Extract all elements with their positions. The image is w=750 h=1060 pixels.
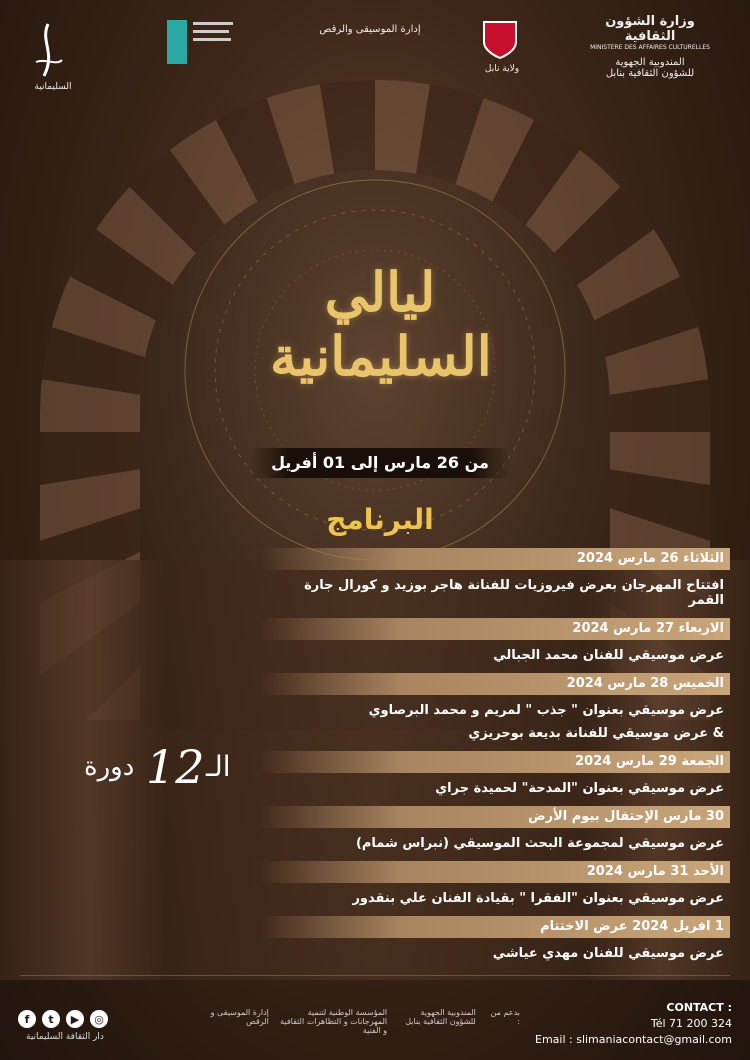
nabeul-shield-icon [482,20,518,60]
program-heading: البرنامج [326,503,434,536]
sponsor-item: المندوبية الجهوية للشؤون الثقافية بنابل [405,1008,476,1026]
ministry-sub2: للشؤون الثقافية بنابل [605,68,695,79]
ministry-logo [580,14,720,79]
slimania-logo-icon [28,22,68,78]
schedule-event: & عرض موسيقي للفنانة بديعة بوحريزي [468,726,724,741]
edition-badge [84,740,244,810]
nabeul-logo [482,20,522,74]
youtube-icon[interactable]: ▶ [66,1010,84,1028]
music-admin-label: إدارة الموسيقى والرقص [319,24,421,35]
edition-article: الـ [206,750,231,783]
twitter-icon[interactable]: t [42,1010,60,1028]
music-admin-logo [315,24,425,35]
edition-number: 12 [146,740,205,794]
program-schedule [260,548,730,965]
schedule-date: 1 افريل 2024 عرض الاختتام [260,916,730,938]
slimania-logo-label: السليمانية [34,82,72,92]
schedule-event: عرض موسيقي بعنوان "المدحة" لحميدة جراي [435,781,724,796]
schedule-date: الاربعاء 27 مارس 2024 [260,618,730,640]
contact-block [535,1000,732,1048]
contact-email[interactable]: Email : slimaniacontact@gmail.com [535,1033,732,1046]
schedule-event: عرض موسيقي لمجموعة البحث الموسيقي (نبراس شمام) [355,836,724,851]
facebook-icon[interactable]: f [18,1010,36,1028]
sponsor-item: إدارة الموسيقى و الرقص [210,1008,269,1026]
schedule-date: الجمعة 29 مارس 2024 [260,751,730,773]
ministry-title-fr: MINISTERE DES AFFAIRES CULTURELLES [590,44,710,51]
date-banner: من 26 مارس إلى 01 أفريل [250,448,510,478]
schedule-event: عرض موسيقي للفنان مهدي عياشي [492,946,724,961]
sponsors [200,1008,520,1035]
edition-word: دورة [84,752,135,782]
schedule-date: الأحد 31 مارس 2024 [260,861,730,883]
schedule-date: 30 مارس الإحتفال بيوم الأرض [260,806,730,828]
slimania-logo [28,22,78,92]
instagram-icon[interactable]: ◎ [90,1010,108,1028]
social-links [18,1010,108,1028]
schedule-event: افتتاح المهرجان بعرض فيروزيات للفنانة هاجر بوزيد و كورال جارة القمر [304,578,724,608]
schedule-date: الخميس 28 مارس 2024 [260,673,730,695]
schedule-event: عرض موسيقي بعنوان "الفقرا " بقيادة الفنان علي بنقدور [352,891,724,906]
contact-title: CONTACT : [666,1001,732,1014]
ministry-sub1: المندوبية الجهوية [615,57,685,68]
footer-divider [20,975,730,976]
sponsor-item: المؤسسة الوطنية لتنمية المهرجانات و التظاهرات الثقافية و الفنية [280,1008,388,1035]
culture-house-label: دار الثقافة السليمانية [26,1032,104,1042]
festival-title: ليالي السليمانية [270,260,492,388]
schedule-event: عرض موسيقي بعنوان " جذب " لمريم و محمد البرصاوي [368,703,724,718]
nabeul-label: ولاية نابل [484,64,520,74]
festival-development-logo [165,18,235,70]
institution-logo-icon [165,18,235,66]
contact-phone[interactable]: Tél 71 200 324 [650,1017,732,1030]
schedule-event: عرض موسيقي للفنان محمد الجبالي [493,648,724,663]
schedule-date: الثلاثاء 26 مارس 2024 [260,548,730,570]
support-label: بدعم من : [490,1008,520,1026]
ministry-title: وزارة الشؤون الثقافية [605,14,695,44]
